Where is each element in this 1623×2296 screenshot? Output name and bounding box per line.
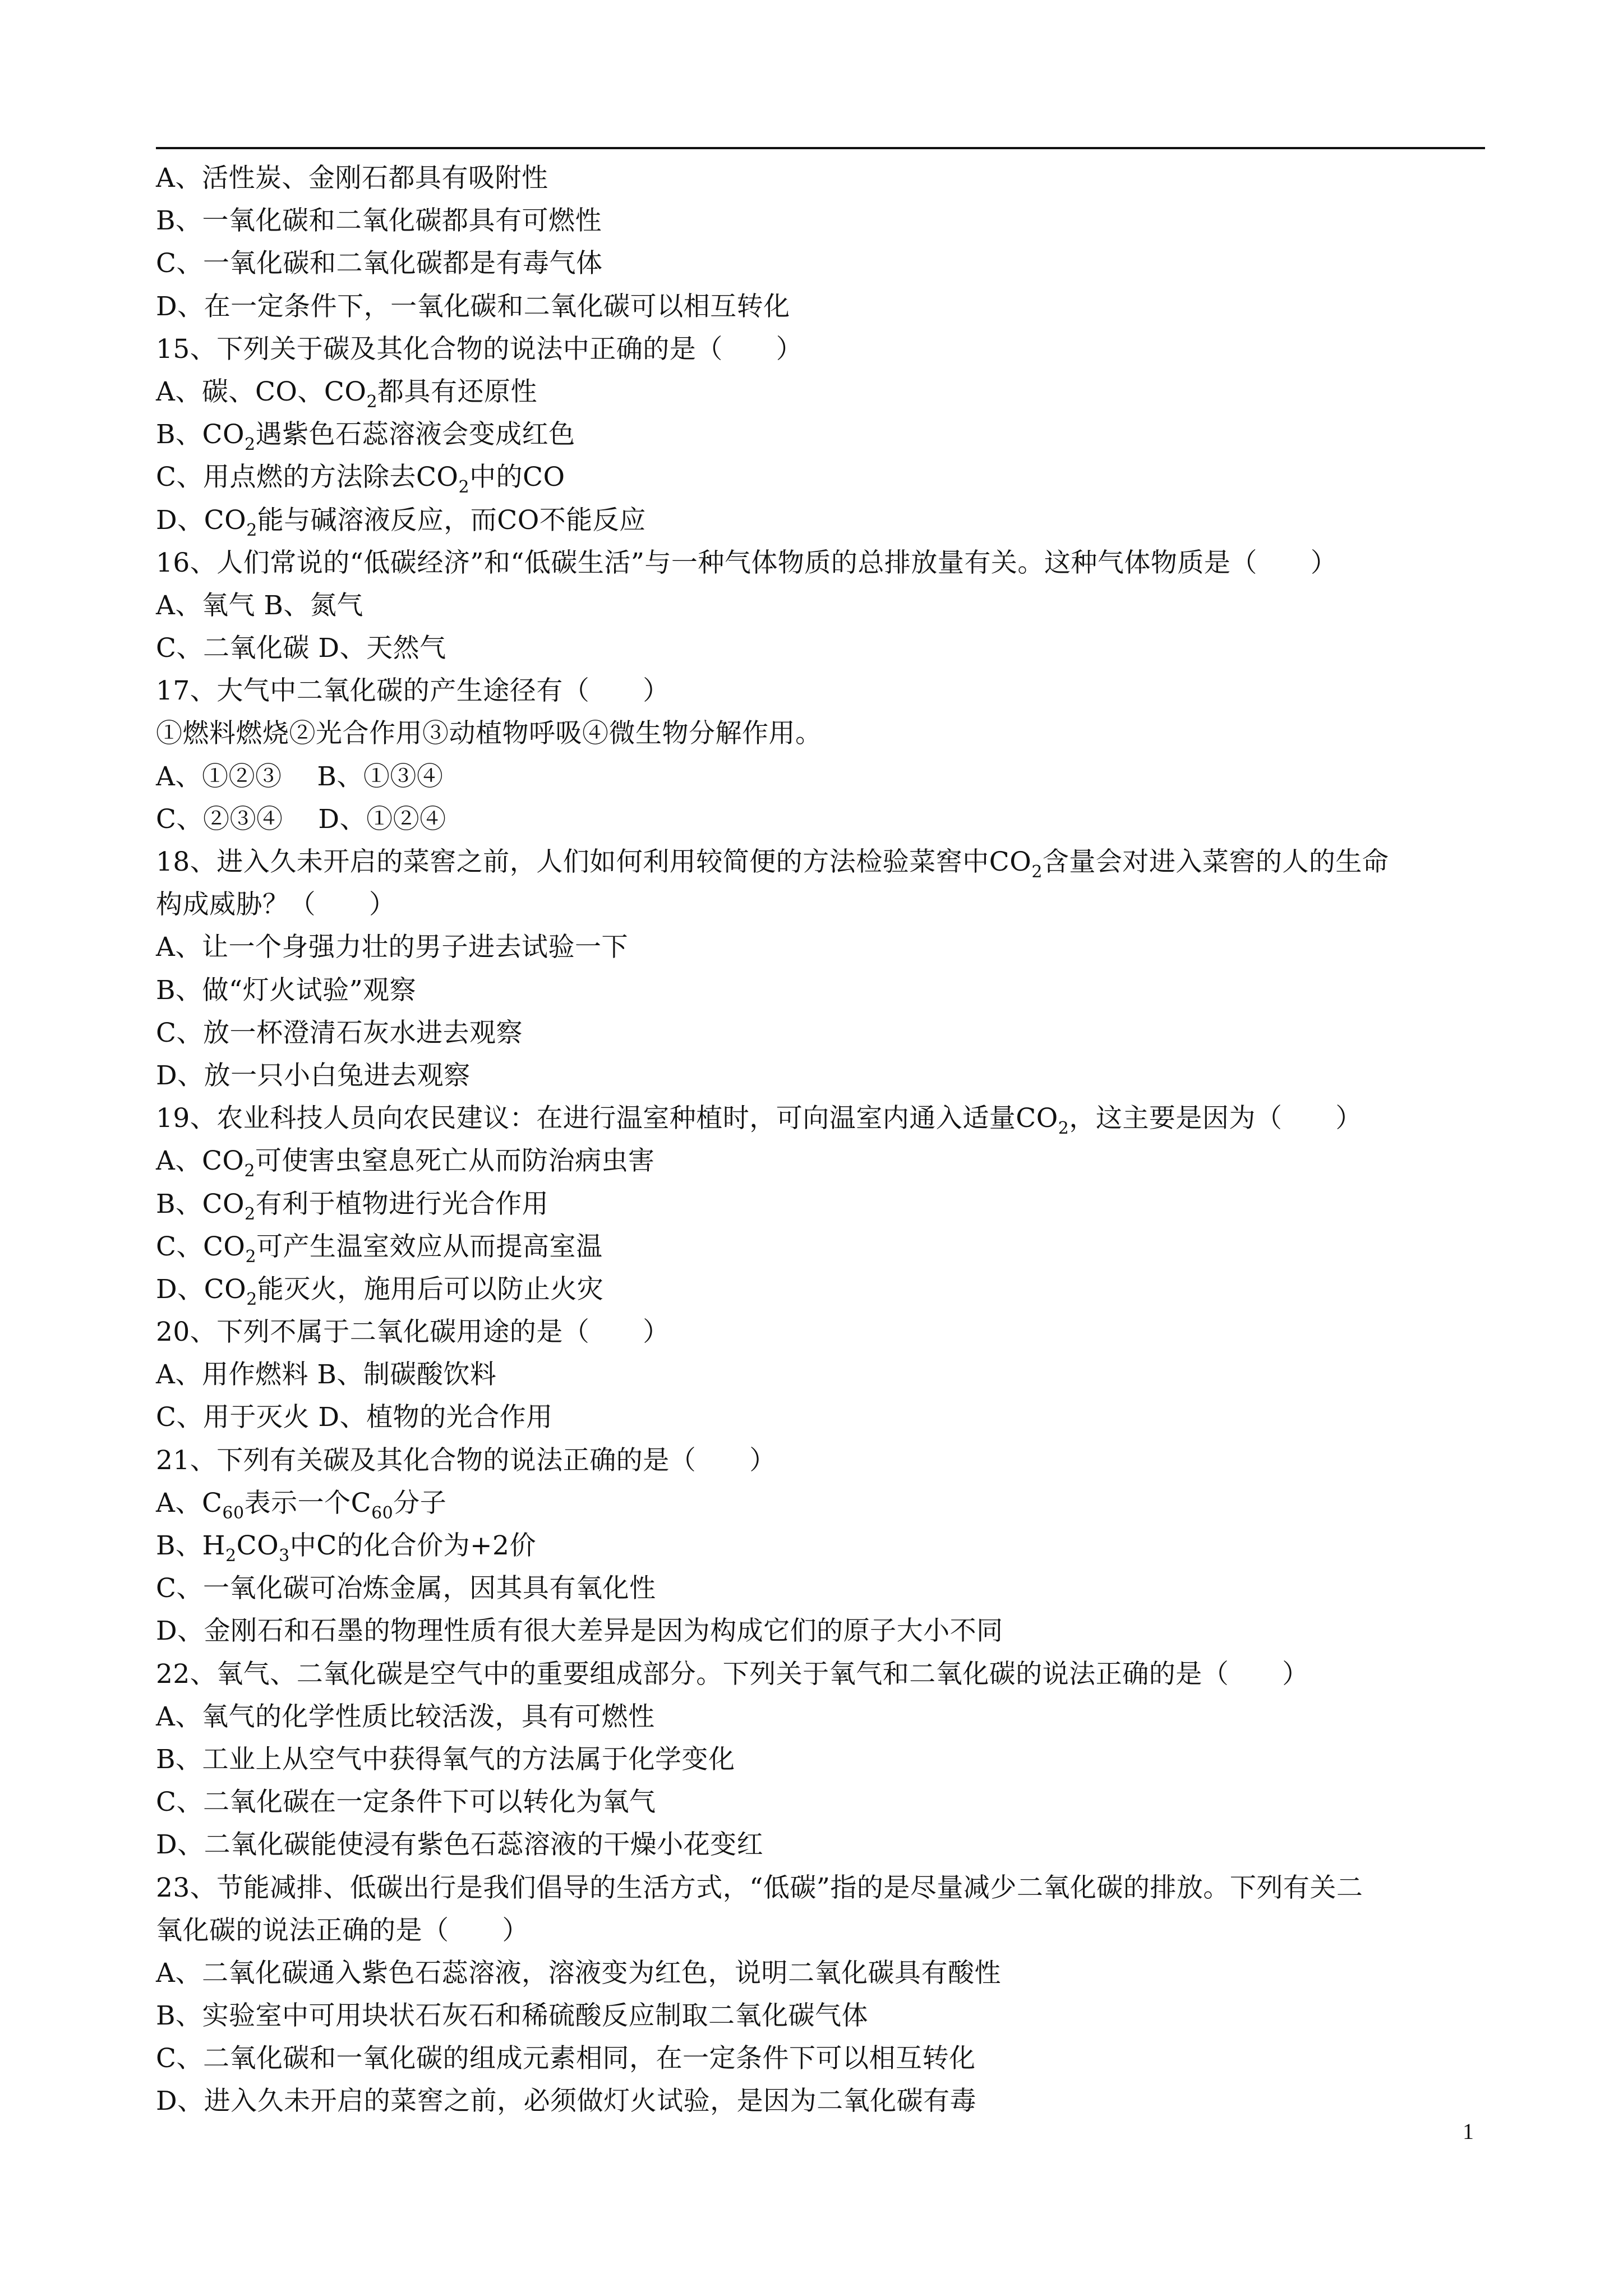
line-text: 16、人们常说的“低碳经济”和“低碳生活”与一种气体物质的总排放量有关。这种气体物质是（ ） xyxy=(156,547,1338,578)
line-text: 含量会对进入菜窖的人的生命 xyxy=(1042,846,1389,877)
line-text: B、CO xyxy=(156,1188,245,1220)
line-text: 能与碱溶液反应，而CO不能反应 xyxy=(257,504,646,536)
subscript-text: 2 xyxy=(225,1546,237,1566)
text-line xyxy=(156,756,1491,798)
text-line xyxy=(156,1097,1491,1140)
line-text: 22、氧气、二氧化碳是空气中的重要组成部分。下列关于氧气和二氧化碳的说法正确的是（ ） xyxy=(156,1658,1309,1690)
line-text: 21、下列有关碳及其化合物的说法正确的是（ ） xyxy=(156,1444,776,1476)
page-number: 1 xyxy=(1463,2119,1474,2144)
line-text: C、二氧化碳在一定条件下可以转化为氧气 xyxy=(156,1787,656,1818)
line-text: D、在一定条件下，一氧化碳和二氧化碳可以相互转化 xyxy=(156,291,790,322)
text-line xyxy=(156,926,1491,969)
text-line xyxy=(156,1140,1491,1182)
text-line xyxy=(156,1738,1491,1781)
line-text: A、CO xyxy=(156,1145,245,1177)
line-text: 遇紫色石蕊溶液会变成红色 xyxy=(255,419,575,450)
text-line xyxy=(156,1952,1491,1995)
line-text: A、让一个身强力壮的男子进去试验一下 xyxy=(156,932,628,963)
subscript-text: 2 xyxy=(245,1246,257,1267)
text-line xyxy=(156,371,1491,413)
line-text: 能灭火，施用后可以防止火灾 xyxy=(257,1273,604,1305)
text-line xyxy=(156,1396,1491,1439)
text-line xyxy=(156,627,1491,670)
line-text: CO xyxy=(236,1530,279,1561)
text-line xyxy=(156,328,1491,371)
line-text: 中C的化合价为+2价 xyxy=(289,1530,536,1561)
text-line xyxy=(156,1824,1491,1866)
text-line xyxy=(156,2037,1491,2080)
text-line xyxy=(156,1653,1491,1696)
line-text: B、一氧化碳和二氧化碳都具有可燃性 xyxy=(156,205,602,237)
line-text: D、CO xyxy=(156,504,247,536)
line-text: 可产生温室效应从而提高室温 xyxy=(256,1231,603,1262)
line-text: 中的CO xyxy=(469,462,565,493)
text-line xyxy=(156,712,1491,755)
text-line xyxy=(156,2080,1491,2123)
line-text: A、氧气的化学性质比较活泼，具有可燃性 xyxy=(156,1701,655,1732)
line-text: B、CO xyxy=(156,419,245,450)
line-text: 可使害虫窒息死亡从而防治病虫害 xyxy=(255,1145,655,1177)
text-line xyxy=(156,1226,1491,1268)
line-text: 19、农业科技人员向农民建议：在进行温室种植时，可向温室内通入适量CO xyxy=(156,1103,1058,1134)
text-line xyxy=(156,1995,1491,2037)
line-text: D、二氧化碳能使浸有紫色石蕊溶液的干燥小花变红 xyxy=(156,1829,764,1861)
text-line xyxy=(156,1781,1491,1824)
text-line xyxy=(156,884,1491,926)
line-text: A、活性炭、金刚石都具有吸附性 xyxy=(156,163,548,194)
text-line xyxy=(156,286,1491,328)
text-line xyxy=(156,585,1491,627)
text-line xyxy=(156,1910,1491,1952)
line-text: C、放一杯澄清石灰水进去观察 xyxy=(156,1017,523,1048)
line-text: A、C xyxy=(156,1487,223,1519)
line-text: 都具有还原性 xyxy=(377,376,538,407)
line-text: 构成威胁？（ ） xyxy=(156,889,396,921)
text-line xyxy=(156,1482,1491,1525)
text-line xyxy=(156,841,1491,884)
text-line xyxy=(156,1867,1491,1910)
text-line xyxy=(156,1610,1491,1653)
text-line xyxy=(156,1567,1491,1610)
line-text: B、工业上从空气中获得氧气的方法属于化学变化 xyxy=(156,1743,735,1775)
header-rule xyxy=(156,147,1485,149)
line-text: B、H xyxy=(156,1530,226,1561)
text-line xyxy=(156,542,1491,585)
line-text: A、氧气 B、氮气 xyxy=(156,590,363,621)
line-text: D、金刚石和石墨的物理性质有很大差异是因为构成它们的原子大小不同 xyxy=(156,1616,1003,1647)
question-text-body xyxy=(156,157,1491,2123)
subscript-text: 2 xyxy=(1031,862,1043,882)
subscript-text: 2 xyxy=(458,477,470,498)
line-text: ，这主要是因为（ ） xyxy=(1069,1103,1362,1134)
subscript-text: 60 xyxy=(371,1503,394,1523)
line-text: 23、节能减排、低碳出行是我们倡导的生活方式，“低碳”指的是尽量减少二氧化碳的排放。下列有关二 xyxy=(156,1872,1363,1903)
line-text: A、用作燃料 B、制碳酸饮料 xyxy=(156,1359,497,1391)
line-text: C、用点燃的方法除去CO xyxy=(156,462,459,493)
line-text: C、一氧化碳可冶炼金属，因其具有氧化性 xyxy=(156,1573,656,1604)
subscript-text: 2 xyxy=(245,435,256,455)
line-text: B、做“灯火试验”观察 xyxy=(156,974,417,1006)
line-text: C、一氧化碳和二氧化碳都是有毒气体 xyxy=(156,248,603,279)
text-line xyxy=(156,1354,1491,1396)
text-line xyxy=(156,1012,1491,1055)
line-text: C、二氧化碳和一氧化碳的组成元素相同，在一定条件下可以相互转化 xyxy=(156,2043,976,2074)
subscript-text: 60 xyxy=(222,1503,245,1523)
line-text: C、二氧化碳 D、天然气 xyxy=(156,633,446,664)
line-text: 氧化碳的说法正确的是（ ） xyxy=(156,1915,529,1946)
text-line xyxy=(156,1183,1491,1226)
text-line xyxy=(156,1311,1491,1354)
line-text: 分子 xyxy=(393,1487,447,1519)
subscript-text: 3 xyxy=(279,1546,290,1566)
text-line xyxy=(156,499,1491,542)
text-line xyxy=(156,1525,1491,1567)
line-text: A、①②③ B、①③④ xyxy=(156,761,444,792)
text-line xyxy=(156,1268,1491,1311)
line-text: A、二氧化碳通入紫色石蕊溶液，溶液变为红色，说明二氧化碳具有酸性 xyxy=(156,1957,1001,1989)
line-text: D、放一只小白兔进去观察 xyxy=(156,1060,471,1091)
line-text: 15、下列关于碳及其化合物的说法中正确的是（ ） xyxy=(156,333,803,365)
line-text: 20、下列不属于二氧化碳用途的是（ ） xyxy=(156,1317,670,1348)
text-line xyxy=(156,200,1491,242)
line-text: D、进入久未开启的菜窖之前，必须做灯火试验，是因为二氧化碳有毒 xyxy=(156,2086,977,2117)
line-text: B、实验室中可用块状石灰石和稀硫酸反应制取二氧化碳气体 xyxy=(156,2000,869,2032)
line-text: A、碳、CO、CO xyxy=(156,376,367,407)
line-text: 表示一个C xyxy=(244,1487,372,1519)
line-text: C、CO xyxy=(156,1231,246,1262)
text-line xyxy=(156,157,1491,200)
line-text: C、用于灭火 D、植物的光合作用 xyxy=(156,1402,553,1433)
subscript-text: 2 xyxy=(245,1204,256,1224)
text-line xyxy=(156,242,1491,285)
text-line xyxy=(156,1696,1491,1738)
text-line xyxy=(156,413,1491,456)
subscript-text: 2 xyxy=(244,1161,256,1181)
text-line xyxy=(156,670,1491,712)
text-line xyxy=(156,456,1491,499)
text-line xyxy=(156,798,1491,841)
subscript-text: 2 xyxy=(246,1289,257,1309)
line-text: 18、进入久未开启的菜窖之前，人们如何利用较简便的方法检验菜窖中CO xyxy=(156,846,1032,877)
line-text: ①燃料燃烧②光合作用③动植物呼吸④微生物分解作用。 xyxy=(156,718,822,749)
subscript-text: 2 xyxy=(1058,1119,1069,1139)
line-text: D、CO xyxy=(156,1273,247,1305)
text-line xyxy=(156,969,1491,1012)
text-line xyxy=(156,1439,1491,1482)
subscript-text: 2 xyxy=(366,392,378,412)
line-text: C、②③④ D、①②④ xyxy=(156,803,446,835)
subscript-text: 2 xyxy=(246,520,257,540)
line-text: 有利于植物进行光合作用 xyxy=(255,1188,549,1220)
line-text: 17、大气中二氧化碳的产生途径有（ ） xyxy=(156,675,670,707)
text-line xyxy=(156,1055,1491,1097)
